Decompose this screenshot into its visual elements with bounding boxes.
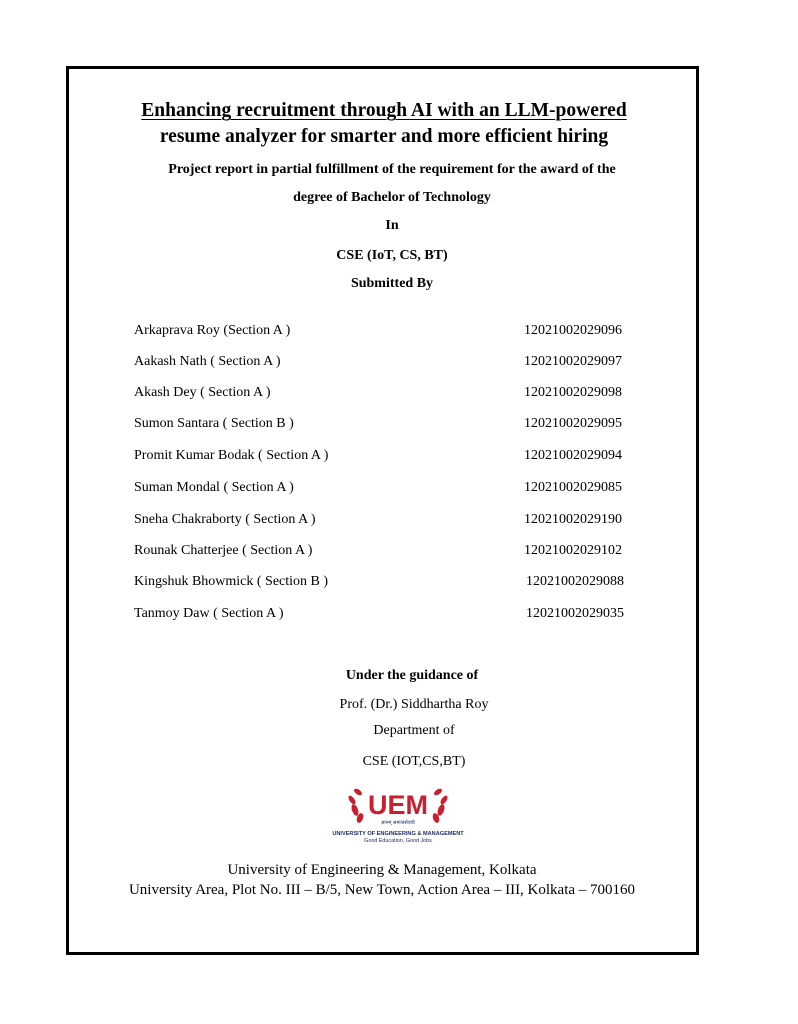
student-name: Kingshuk Bhowmick ( Section B ) — [134, 574, 329, 589]
student-roll: 12021002029097 — [524, 354, 622, 369]
student-name: Sneha Chakraborty ( Section A ) — [134, 512, 316, 527]
student-name: Promit Kumar Bodak ( Section A ) — [134, 448, 329, 463]
logo-hindi-line: ज्ञानम् समाजसेवायै — [381, 820, 415, 826]
uem-logo — [332, 784, 464, 848]
department-name: CSE (IOT,CS,BT) — [362, 754, 466, 769]
in-label: In — [385, 218, 399, 233]
guide-name: Prof. (Dr.) Siddhartha Roy — [339, 697, 489, 712]
student-name: Arkaprava Roy (Section A ) — [134, 323, 291, 338]
student-name: Akash Dey ( Section A ) — [134, 385, 271, 400]
report-title-line-1: Enhancing recruitment through AI with an LLM-powered — [141, 100, 627, 121]
student-roll: 12021002029098 — [524, 385, 622, 400]
student-name: Aakash Nath ( Section A ) — [134, 354, 281, 369]
branch-label: CSE (IoT, CS, BT) — [336, 248, 448, 263]
student-roll: 12021002029094 — [524, 448, 622, 463]
university-name: University of Engineering & Management, Kolkata — [227, 862, 537, 878]
submitted-by-label: Submitted By — [350, 276, 434, 291]
logo-full-name: UNIVERSITY OF ENGINEERING & MANAGEMENT — [332, 831, 464, 837]
report-subtitle-line-2: degree of Bachelor of Technology — [293, 190, 491, 205]
department-label: Department of — [373, 723, 455, 738]
guidance-heading: Under the guidance of — [345, 668, 479, 683]
logo-letters: UEM — [368, 790, 428, 820]
student-roll: 12021002029190 — [524, 512, 622, 527]
student-roll: 12021002029096 — [524, 323, 622, 338]
student-name: Sumon Santara ( Section B ) — [134, 416, 294, 431]
student-name: Suman Mondal ( Section A ) — [134, 480, 294, 495]
student-name: Rounak Chatterjee ( Section A ) — [134, 543, 313, 558]
student-roll: 12021002029102 — [524, 543, 622, 558]
student-name: Tanmoy Daw ( Section A ) — [134, 606, 284, 621]
student-roll: 12021002029085 — [524, 480, 622, 495]
report-title-line-2: resume analyzer for smarter and more efficient hiring — [159, 126, 609, 147]
report-subtitle-line-1: Project report in partial fulfillment of the requirement for the award of the — [168, 162, 616, 177]
student-roll: 12021002029035 — [526, 606, 624, 621]
university-address: University Area, Plot No. III – B/5, New Town, Action Area – III, Kolkata – 700160 — [128, 882, 636, 898]
logo-tagline: Good Education, Good Jobs — [364, 838, 432, 844]
student-roll: 12021002029088 — [526, 574, 624, 589]
student-roll: 12021002029095 — [524, 416, 622, 431]
